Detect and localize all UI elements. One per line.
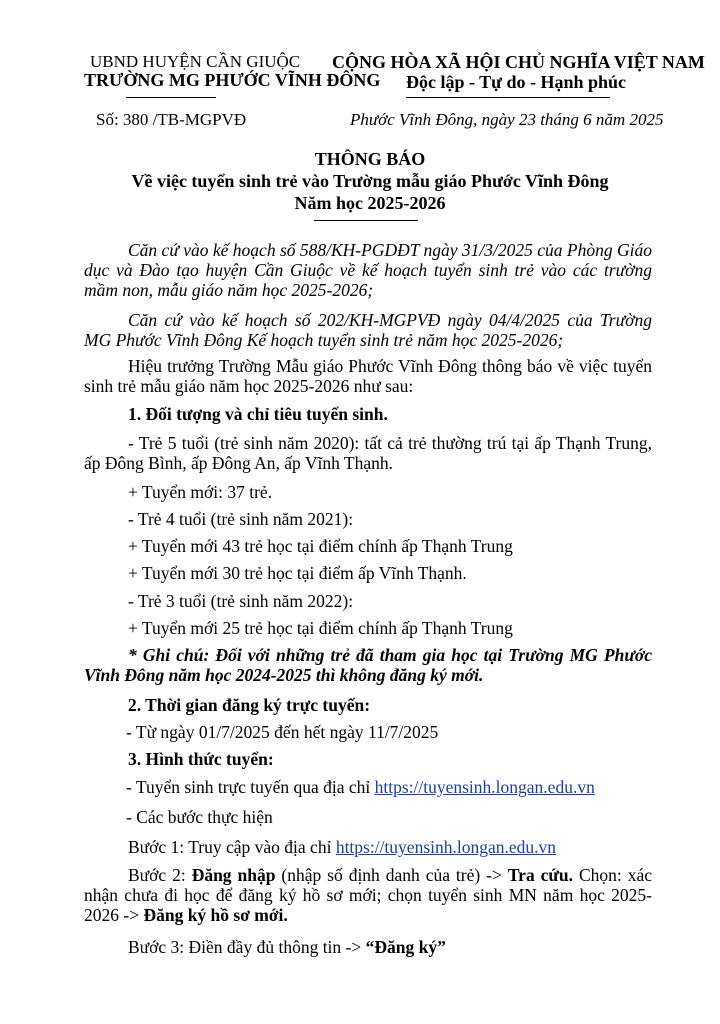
steps-heading: - Các bước thực hiện: [126, 807, 273, 827]
age4-quota-main: + Tuyển mới 43 trẻ học tại điểm chính ấp Thạnh Trung: [128, 536, 513, 556]
step-3-register: “Đăng ký”: [365, 937, 446, 957]
section-3-heading: 3. Hình thức tuyển:: [128, 749, 274, 769]
step-1-url-link[interactable]: https://tuyensinh.longan.edu.vn: [335, 837, 557, 857]
age5-criteria: [84, 433, 652, 473]
place-date: Phước Vĩnh Đông, ngày 23 tháng 6 năm 2025: [350, 110, 664, 129]
online-registration-text: - Tuyển sinh trực tuyến qua địa chỉ: [126, 777, 375, 797]
basis-paragraph-2: Căn cứ vào kế hoạch số 202/KH-MGPVĐ ngày 04/4/2025 của Trường MG Phước Vĩnh Đông Kế hoạch tuyển sinh trẻ năm học 2025-2026;: [84, 310, 652, 350]
step-2: [84, 865, 652, 925]
registration-url-link[interactable]: https://tuyensinh.longan.edu.vn: [374, 777, 595, 797]
doc-number: Số: 380 /TB-MGPVĐ: [96, 110, 247, 129]
step-3-text: Bước 3: Điền đầy đủ thông tin ->: [128, 937, 366, 957]
step-1: [128, 837, 556, 858]
online-registration: [126, 777, 595, 798]
age3-quota: + Tuyển mới 25 trẻ học tại điểm chính ấp Thạnh Trung: [128, 618, 513, 638]
age5-quota: + Tuyển mới: 37 trẻ.: [128, 482, 273, 502]
header-school: TRƯỜNG MG PHƯỚC VĨNH ĐÔNG: [84, 70, 381, 90]
step-2-register: Đăng ký hồ sơ mới.: [143, 905, 288, 925]
section-1-heading: 1. Đối tượng và chỉ tiêu tuyển sinh.: [128, 404, 388, 424]
step-2-text-a: (nhập số định danh của trẻ) ->: [275, 865, 508, 885]
step-2-lookup: Tra cứu.: [507, 865, 574, 885]
age4-criteria: - Trẻ 4 tuổi (trẻ sinh năm 2021):: [128, 509, 354, 529]
step-1-text: Bước 1: Truy cập vào địa chỉ: [128, 837, 336, 857]
age5-text: - Trẻ 5 tuổi (trẻ sinh năm 2020): tất cả trẻ thường trú tại ấp Thạnh Trung, ấp Đông Bình, ấp Đông An, ấp Vĩnh Thạnh.: [84, 433, 652, 473]
section-2-heading: 2. Thời gian đăng ký trực tuyến:: [128, 695, 371, 715]
doc-school-year: Năm học 2025-2026: [294, 193, 446, 213]
note-paragraph: * Ghi chú: Đối với những trẻ đã tham gia học tại Trường MG Phước Vĩnh Đông năm học 2024-2025 thì không đăng ký mới.: [84, 645, 652, 685]
header-country: CỘNG HÒA XÃ HỘI CHỦ NGHĨA VIỆT NAM: [332, 52, 705, 72]
step-2-label: Bước 2:: [128, 865, 192, 885]
doc-subtitle: Về việc tuyển sinh trẻ vào Trường mẫu giáo Phước Vĩnh Đông: [131, 171, 609, 191]
header-right-underline: [406, 97, 610, 98]
step-3: [128, 937, 446, 958]
intro-paragraph: Hiệu trưởng Trường Mẫu giáo Phước Vĩnh Đông thông báo về việc tuyển sinh trẻ mẫu giáo năm học 2025-2026 như sau:: [84, 356, 652, 396]
age3-criteria: - Trẻ 3 tuổi (trẻ sinh năm 2022):: [128, 591, 354, 611]
doc-title: THÔNG BÁO: [314, 149, 426, 169]
header-motto: Độc lập - Tự do - Hạnh phúc: [406, 72, 627, 92]
basis-paragraph-1: Căn cứ vào kế hoạch số 588/KH-PGDĐT ngày 31/3/2025 của Phòng Giáo dục và Đào tạo huyện Cần Giuộc về kế hoạch tuyển sinh trẻ vào các trường mầm non, mẫu giáo năm học 2025-2026;: [84, 240, 652, 300]
title-underline: [314, 220, 418, 221]
registration-period: - Từ ngày 01/7/2025 đến hết ngày 11/7/2025: [126, 722, 439, 742]
header-left-underline: [126, 97, 216, 98]
age4-quota-vinhthanh: + Tuyển mới 30 trẻ học tại điểm ấp Vĩnh Thạnh.: [128, 563, 467, 583]
header-org: UBND HUYỆN CẦN GIUỘC: [90, 52, 301, 71]
step-2-text-b: Chọn: xác nhận chưa đi học để đăng ký hồ sơ mới; chọn tuyển sinh MN năm học 2025-2026 ->: [84, 865, 652, 925]
step-2-login: Đăng nhập: [191, 865, 276, 885]
